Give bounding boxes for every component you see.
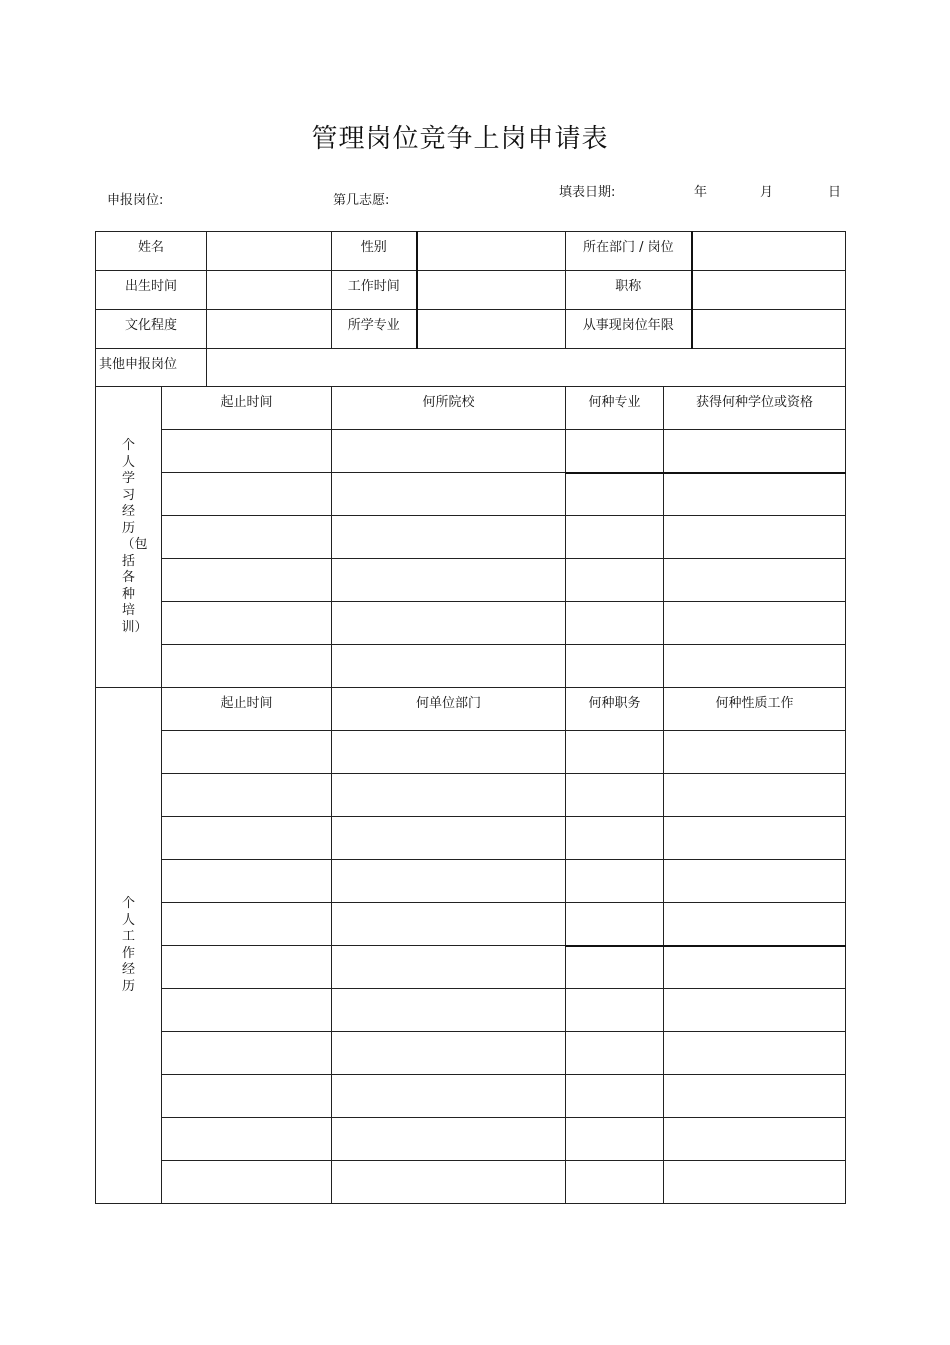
study-cell[interactable] [162,559,332,602]
birth-label: 出生时间 [96,271,207,310]
title-label: 职称 [566,271,692,310]
birth-field[interactable] [207,271,332,310]
study-cell[interactable] [566,559,664,602]
study-cell[interactable] [566,602,664,645]
work-cell[interactable] [664,860,846,903]
work-cell[interactable] [566,989,664,1032]
work-cell[interactable] [566,1032,664,1075]
other-posts-field[interactable] [207,349,846,387]
years-in-post-field[interactable] [692,310,846,349]
dept-post-field[interactable] [692,232,846,271]
gender-field[interactable] [417,232,566,271]
table-row [96,989,846,1032]
work-cell[interactable] [664,1032,846,1075]
work-cell[interactable] [162,860,332,903]
major-label: 所学专业 [332,310,417,349]
work-cell[interactable] [664,817,846,860]
day-label: 日 [828,185,842,200]
work-cell[interactable] [332,1118,566,1161]
other-posts-label: 其他申报岗位 [96,349,207,387]
work-cell[interactable] [664,1161,846,1204]
work-col-period: 起止时间 [162,688,332,731]
work-cell[interactable] [664,774,846,817]
study-cell[interactable] [566,645,664,688]
work-time-label: 工作时间 [332,271,417,310]
study-cell[interactable] [664,645,846,688]
study-section-label: 个人学习经历（包括各种培训） [96,387,162,688]
work-cell[interactable] [664,903,846,946]
work-cell[interactable] [332,903,566,946]
work-cell[interactable] [162,774,332,817]
study-cell[interactable] [332,516,566,559]
study-cell[interactable] [162,645,332,688]
table-row [96,774,846,817]
work-cell[interactable] [664,731,846,774]
work-cell[interactable] [332,860,566,903]
study-cell[interactable] [566,430,664,473]
study-cell[interactable] [566,516,664,559]
work-cell[interactable] [566,731,664,774]
work-cell[interactable] [162,1118,332,1161]
work-cell[interactable] [162,903,332,946]
work-cell[interactable] [162,946,332,989]
study-col-degree: 获得何种学位或资格 [664,387,846,430]
work-cell[interactable] [162,817,332,860]
table-row [96,1161,846,1204]
study-cell[interactable] [566,473,664,516]
education-field[interactable] [207,310,332,349]
work-cell[interactable] [162,1075,332,1118]
table-row [96,946,846,989]
study-cell[interactable] [332,645,566,688]
basic-row-3 [96,310,846,349]
table-row [96,1032,846,1075]
table-row [96,1118,846,1161]
study-cell[interactable] [332,602,566,645]
work-cell[interactable] [566,903,664,946]
study-col-school: 何所院校 [332,387,566,430]
work-cell[interactable] [162,731,332,774]
basic-row-2 [96,271,846,310]
table-row [96,1075,846,1118]
work-cell[interactable] [332,1032,566,1075]
work-cell[interactable] [332,1161,566,1204]
study-cell[interactable] [332,473,566,516]
table-row [96,559,846,602]
study-cell[interactable] [332,559,566,602]
work-cell[interactable] [162,989,332,1032]
work-cell[interactable] [566,774,664,817]
work-time-field[interactable] [417,271,566,310]
table-row [96,903,846,946]
study-col-major: 何种专业 [566,387,664,430]
name-field[interactable] [207,232,332,271]
work-cell[interactable] [566,1161,664,1204]
work-cell[interactable] [332,1075,566,1118]
title-field[interactable] [692,271,846,310]
study-cell[interactable] [664,430,846,473]
work-cell[interactable] [332,989,566,1032]
work-cell[interactable] [162,1032,332,1075]
education-label: 文化程度 [96,310,207,349]
work-cell[interactable] [664,989,846,1032]
work-cell[interactable] [332,774,566,817]
work-cell[interactable] [332,817,566,860]
form-title: 管理岗位竞争上岗申请表 [311,124,609,154]
work-cell[interactable] [566,1075,664,1118]
work-cell[interactable] [332,946,566,989]
study-cell[interactable] [162,516,332,559]
work-cell[interactable] [332,731,566,774]
basic-row-1 [96,232,846,271]
gender-label: 性别 [332,232,417,271]
work-cell[interactable] [664,946,846,989]
apply-position-label: 申报岗位: [107,193,164,208]
name-label: 姓名 [96,232,207,271]
table-row [96,430,846,473]
month-label: 月 [760,185,774,200]
year-label: 年 [694,185,708,200]
study-cell[interactable] [664,559,846,602]
table-row [96,645,846,688]
years-in-post-label: 从事现岗位年限 [566,310,692,349]
study-cell[interactable] [664,516,846,559]
work-col-nature: 何种性质工作 [664,688,846,731]
study-cell[interactable] [332,430,566,473]
table-row [96,731,846,774]
work-header-row [96,688,846,731]
work-cell[interactable] [566,1118,664,1161]
table-row [96,817,846,860]
work-cell[interactable] [566,817,664,860]
work-section-label: 个人工作经历 [96,688,162,1204]
study-header-row [96,387,846,430]
basic-row-4 [96,349,846,387]
dept-post-label: 所在部门 / 岗位 [566,232,692,271]
study-cell[interactable] [664,602,846,645]
date-label: 填表日期: [559,185,616,200]
table-row [96,860,846,903]
work-col-unit: 何单位部门 [332,688,566,731]
major-field[interactable] [417,310,566,349]
study-cell[interactable] [162,473,332,516]
study-cell[interactable] [664,473,846,516]
application-form-table [95,231,846,1204]
work-cell[interactable] [566,946,664,989]
work-cell[interactable] [566,860,664,903]
work-cell[interactable] [664,1118,846,1161]
study-cell[interactable] [162,602,332,645]
study-cell[interactable] [162,430,332,473]
work-cell[interactable] [664,1075,846,1118]
table-row [96,516,846,559]
choice-label: 第几志愿: [333,193,390,208]
work-cell[interactable] [162,1161,332,1204]
study-col-period: 起止时间 [162,387,332,430]
table-row [96,602,846,645]
work-col-position: 何种职务 [566,688,664,731]
table-row [96,473,846,516]
